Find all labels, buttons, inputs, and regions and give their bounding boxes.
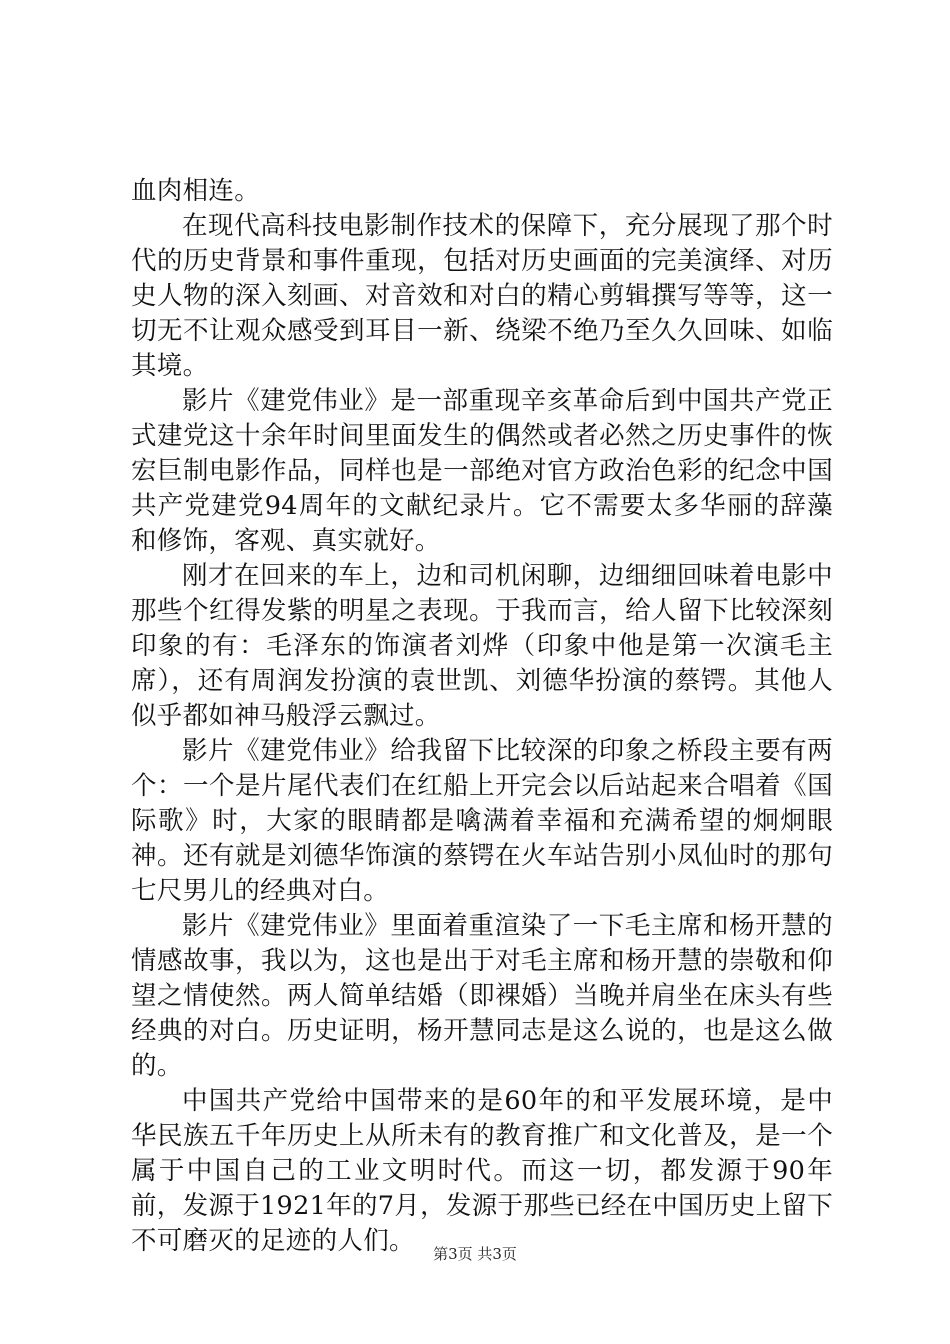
paragraph-conclusion: 中国共产党给中国带来的是60年的和平发展环境，是中华民族五千年历史上从所未有的教育推广和文化普及，是一个属于中国自己的工业文明时代。而这一切，都发源于90年前，发源于1921年的7月，发源于那些已经在中国历史上留下不可磨灭的足迹的人们。 <box>131 1086 833 1256</box>
paragraph-continuation: 血肉相连。 <box>131 176 261 206</box>
paragraph-film-technology: 在现代高科技电影制作技术的保障下，充分展现了那个时代的历史背景和事件重现，包括对历史画面的完美演绎、对历史人物的深入刻画、对音效和对白的精心剪辑撰写等等，这一切无不让观众感受到耳目一新、绕梁不绝乃至久久回味、如临其境。 <box>131 211 833 381</box>
paragraph-actors: 刚才在回来的车上，边和司机闲聊，边细细回味着电影中那些个红得发紫的明星之表现。于我而言，给人留下比较深刻印象的有：毛泽东的饰演者刘烨（印象中他是第一次演毛主席），还有周润发扮演的袁世凯、刘德华扮演的蔡锷。其他人似乎都如神马般浮云飘过。 <box>131 561 833 731</box>
paragraph-memorable-scenes: 影片《建党伟业》给我留下比较深的印象之桥段主要有两个：一个是片尾代表们在红船上开完会以后站起来合唱着《国际歌》时，大家的眼睛都是噙满着幸福和充满希望的炯炯眼神。还有就是刘德华饰演的蔡锷在火车站告别小凤仙时的那句七尺男儿的经典对白。 <box>131 736 833 906</box>
paragraph-film-description: 影片《建党伟业》是一部重现辛亥革命后到中国共产党正式建党这十余年时间里面发生的偶然或者必然之历史事件的恢宏巨制电影作品，同样也是一部绝对官方政治色彩的纪念中国共产党建党94周年的文献纪录片。它不需要太多华丽的辞藻和修饰，客观、真实就好。 <box>131 386 833 556</box>
document-body <box>131 174 833 1259</box>
paragraph-love-story: 影片《建党伟业》里面着重渲染了一下毛主席和杨开慧的情感故事，我以为，这也是出于对毛主席和杨开慧的崇敬和仰望之情使然。两人简单结婚（即裸婚）当晚并肩坐在床头有些经典的对白。历史证明，杨开慧同志是这么说的，也是这么做的。 <box>131 911 833 1081</box>
page-footer: 第3页 共3页 <box>433 1245 517 1263</box>
